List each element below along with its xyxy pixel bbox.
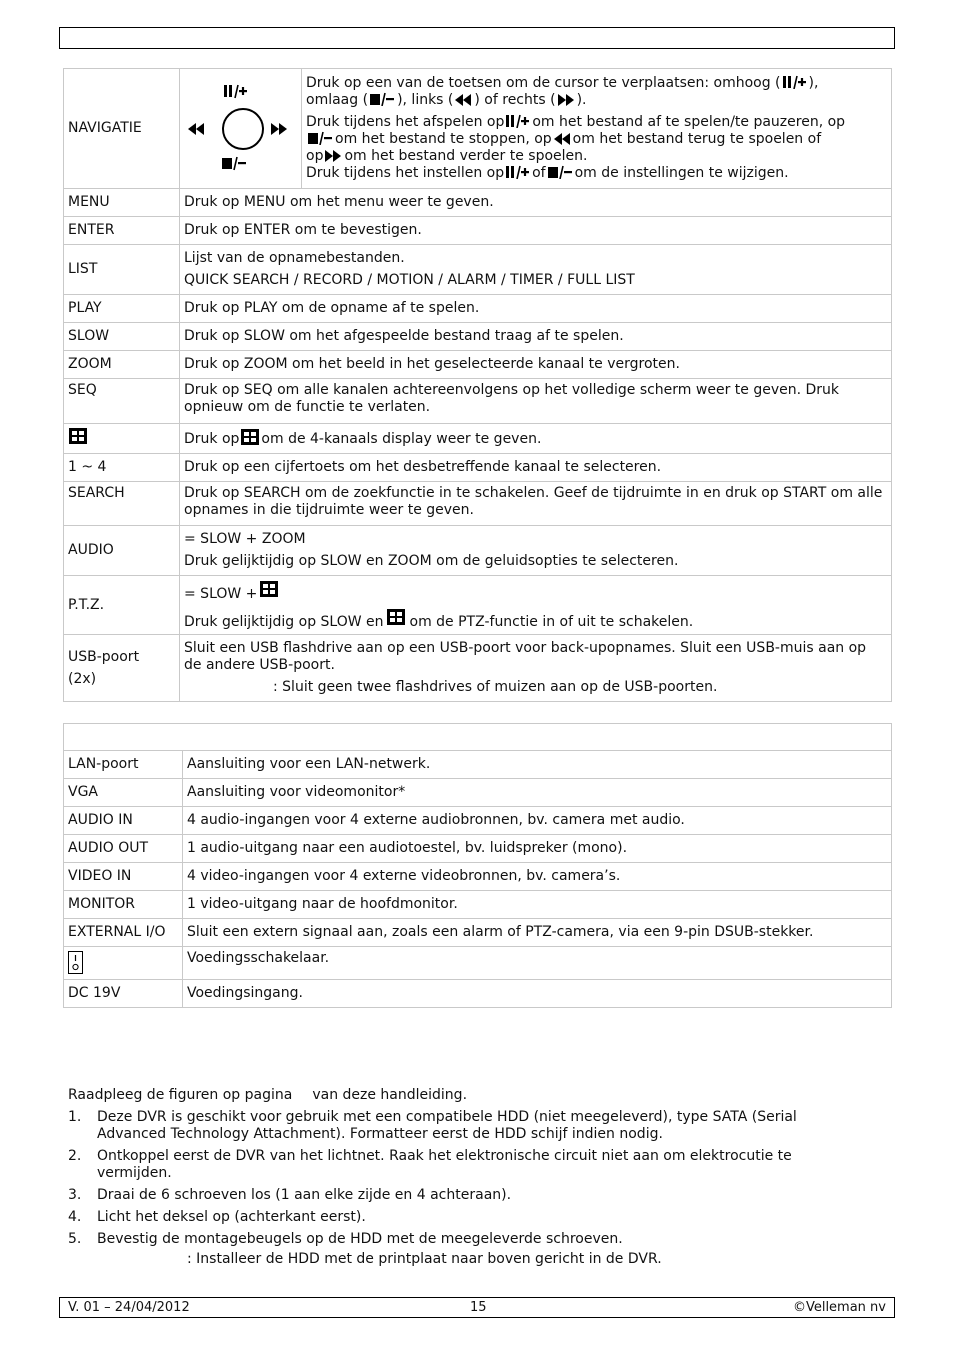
table-row	[64, 779, 892, 807]
row-description	[180, 245, 892, 295]
nav-text: ).	[576, 92, 587, 108]
row-description: Aansluiting voor een LAN-netwerk.	[183, 751, 892, 779]
table-row	[64, 454, 892, 482]
nav-text: om het bestand verder te spoelen.	[344, 148, 588, 164]
navigation-description	[302, 69, 892, 189]
quad-text: Druk op	[184, 431, 240, 447]
row-label: SEQ	[64, 379, 180, 424]
footer-copyright: ©Velleman nv	[792, 1300, 886, 1315]
row-label	[64, 424, 180, 454]
nav-text: ), links (	[397, 92, 454, 108]
row-label: AUDIO OUT	[64, 835, 183, 863]
table-row	[64, 295, 892, 323]
fast-forward-icon	[558, 93, 575, 106]
row-description: 4 audio-ingangen voor 4 externe audiobronnen, bv. camera met audio.	[183, 807, 892, 835]
row-label: ENTER	[64, 217, 180, 245]
row-description: Sluit een extern signaal aan, zoals een alarm of PTZ-camera, via een 9-pin DSUB-stekker.	[183, 919, 892, 947]
table-row	[64, 919, 892, 947]
nav-text: om het bestand te stoppen, op	[335, 131, 552, 147]
audio-combo: = SLOW + ZOOM	[184, 531, 306, 547]
row-description: Druk op MENU om het menu weer te geven.	[180, 189, 892, 217]
table-row	[64, 947, 892, 980]
usb-desc: Sluit een USB flashdrive aan op een USB-poort voor back-upopnames. Sluit een USB-muis aan op de andere USB-poort.	[184, 640, 867, 673]
row-description: Voedingsingang.	[183, 980, 892, 1008]
row-description: 1 video-uitgang naar de hoofdmonitor.	[183, 891, 892, 919]
row-label	[64, 947, 183, 980]
ptz-text: om de PTZ-functie in of uit te schakelen.	[409, 613, 694, 630]
row-label: LAN-poort	[64, 751, 183, 779]
row-label: MONITOR	[64, 891, 183, 919]
table-row	[64, 69, 892, 189]
nav-text: om het bestand terug te spoelen of	[572, 131, 822, 147]
row-description	[180, 576, 892, 635]
install-steps	[68, 1109, 848, 1248]
table-row	[64, 351, 892, 379]
audio-desc: Druk gelijktijdig op SLOW en ZOOM om de geluidsopties te selecteren.	[184, 553, 679, 569]
usb-label: USB-poort	[68, 648, 140, 665]
page-footer	[59, 1297, 895, 1318]
stop-minus-icon	[548, 165, 573, 179]
list-item: 3. Draai de 6 schroeven los (1 aan elke zijde en 4 achteraan).	[68, 1187, 512, 1203]
row-description	[180, 635, 892, 702]
nav-text: op	[306, 148, 324, 164]
footer-page-number: 15	[470, 1300, 487, 1315]
footer-version: V. 01 – 24/04/2012	[68, 1300, 190, 1315]
row-description: 1 audio-uitgang naar een audiotoestel, bv. luidspreker (mono).	[183, 835, 892, 863]
table-row	[64, 323, 892, 351]
row-label: SLOW	[64, 323, 180, 351]
table-row	[64, 189, 892, 217]
nav-text: Druk op een van de toetsen om de cursor te verplaatsen: omhoog (	[306, 75, 781, 91]
row-description: Aansluiting voor videomonitor*	[183, 779, 892, 807]
list-item: 1. Deze DVR is geschikt voor gebruik met een compatibele HDD (niet meegeleverd), type SATA (Serial Advanced Technology Attachment). Formatteer eerst de HDD schijf indien nodig.	[68, 1109, 797, 1142]
table-row	[64, 217, 892, 245]
table-row	[64, 835, 892, 863]
row-label: VIDEO IN	[64, 863, 183, 891]
row-label: AUDIO	[64, 526, 180, 576]
usb-note: : Sluit geen twee flashdrives of muizen aan op de USB-poorten.	[273, 679, 718, 695]
row-description	[180, 526, 892, 576]
row-description: 4 video-ingangen voor 4 externe videobronnen, bv. camera’s.	[183, 863, 892, 891]
row-label: AUDIO IN	[64, 807, 183, 835]
nav-text: Druk tijdens het afspelen op	[306, 114, 505, 130]
row-description: Druk op SEARCH om de zoekfunctie in te schakelen. Geef de tijdruimte in en druk op START om alle opnames in die tijdruimte weer te geven.	[180, 482, 892, 526]
row-description: Druk op PLAY om de opname af te spelen.	[180, 295, 892, 323]
row-label	[64, 635, 180, 702]
navigation-keys-icon	[182, 71, 300, 181]
rewind-icon	[455, 93, 472, 106]
pause-plus-icon	[783, 75, 807, 89]
table-header-row	[64, 724, 892, 751]
row-label: MENU	[64, 189, 180, 217]
table-row	[64, 980, 892, 1008]
rewind-icon	[554, 132, 571, 145]
pause-plus-icon	[506, 114, 530, 128]
nav-text: om het bestand af te spelen/te pauzeren, op	[532, 114, 846, 130]
table-row	[64, 807, 892, 835]
list-desc: Lijst van de opnamebestanden.	[184, 250, 405, 266]
row-description: Druk op een cijfertoets om het desbetreffende kanaal te selecteren.	[180, 454, 892, 482]
list-item: 4. Licht het deksel op (achterkant eerst).	[68, 1209, 366, 1225]
nav-text: om de instellingen te wijzigen.	[574, 165, 789, 181]
fast-forward-icon	[325, 149, 342, 162]
row-label: EXTERNAL I/O	[64, 919, 183, 947]
table-row	[64, 526, 892, 576]
nav-text: Druk tijdens het instellen op	[306, 165, 505, 181]
table-row	[64, 891, 892, 919]
list-item: 5. Bevestig de montagebeugels op de HDD met de meegeleverde schroeven.	[68, 1231, 623, 1247]
row-label: LIST	[64, 245, 180, 295]
row-description: Druk op ENTER om te bevestigen.	[180, 217, 892, 245]
row-label: SEARCH	[64, 482, 180, 526]
table-row	[64, 576, 892, 635]
navigation-keys-cell	[180, 69, 302, 189]
row-description: Druk op ZOOM om het beeld in het geselecteerde kanaal te vergroten.	[180, 351, 892, 379]
quad-display-icon	[68, 427, 88, 445]
usb-count: (2x)	[68, 670, 97, 687]
page-header-box	[59, 27, 895, 49]
row-label: P.T.Z.	[64, 576, 180, 635]
row-description: Voedingsschakelaar.	[183, 947, 892, 980]
nav-text: of	[532, 165, 546, 181]
row-description: Druk op SEQ om alle kanalen achtereenvolgens op het volledige scherm weer te geven. Druk opnieuw om de functie te verlaten.	[180, 379, 892, 424]
row-label: DC 19V	[64, 980, 183, 1008]
row-label: PLAY	[64, 295, 180, 323]
list-item: 2. Ontkoppel eerst de DVR van het lichtnet. Raak het elektronische circuit niet aan om elektrocutie te vermijden.	[68, 1148, 792, 1181]
ptz-combo: = SLOW +	[184, 585, 258, 602]
quad-display-icon	[386, 608, 408, 628]
list-modes: QUICK SEARCH / RECORD / MOTION / ALARM / TIMER / FULL LIST	[184, 272, 635, 288]
row-label: 1 ~ 4	[64, 454, 180, 482]
table-row	[64, 245, 892, 295]
nav-text: ),	[808, 75, 819, 91]
stop-minus-icon	[370, 92, 395, 106]
row-description	[180, 424, 892, 454]
table-row	[64, 635, 892, 702]
nav-text: ) of rechts (	[474, 92, 556, 108]
table-row	[64, 863, 892, 891]
controls-table	[63, 68, 892, 702]
stop-minus-icon	[308, 131, 333, 145]
row-label: VGA	[64, 779, 183, 807]
row-label: ZOOM	[64, 351, 180, 379]
nav-text: omlaag (	[306, 92, 369, 108]
pause-plus-icon	[506, 165, 530, 179]
install-note: : Installeer de HDD met de printplaat naar boven gericht in de DVR.	[187, 1251, 662, 1267]
quad-display-icon	[259, 580, 281, 600]
connectors-table	[63, 723, 892, 1008]
row-description: Druk op SLOW om het afgespeelde bestand traag af te spelen.	[180, 323, 892, 351]
table-row	[64, 482, 892, 526]
quad-text: om de 4-kanaals display weer te geven.	[261, 431, 542, 447]
table-row	[64, 424, 892, 454]
quad-display-icon	[241, 429, 259, 445]
ptz-text: Druk gelijktijdig op SLOW en	[184, 613, 384, 630]
install-intro	[68, 1087, 467, 1104]
power-switch-icon	[68, 951, 84, 975]
intro-text: van deze handleiding.	[312, 1087, 468, 1103]
table-row	[64, 751, 892, 779]
table-row	[64, 379, 892, 424]
row-label: NAVIGATIE	[64, 69, 180, 189]
intro-text: Raadpleeg de figuren op pagina	[68, 1087, 293, 1103]
